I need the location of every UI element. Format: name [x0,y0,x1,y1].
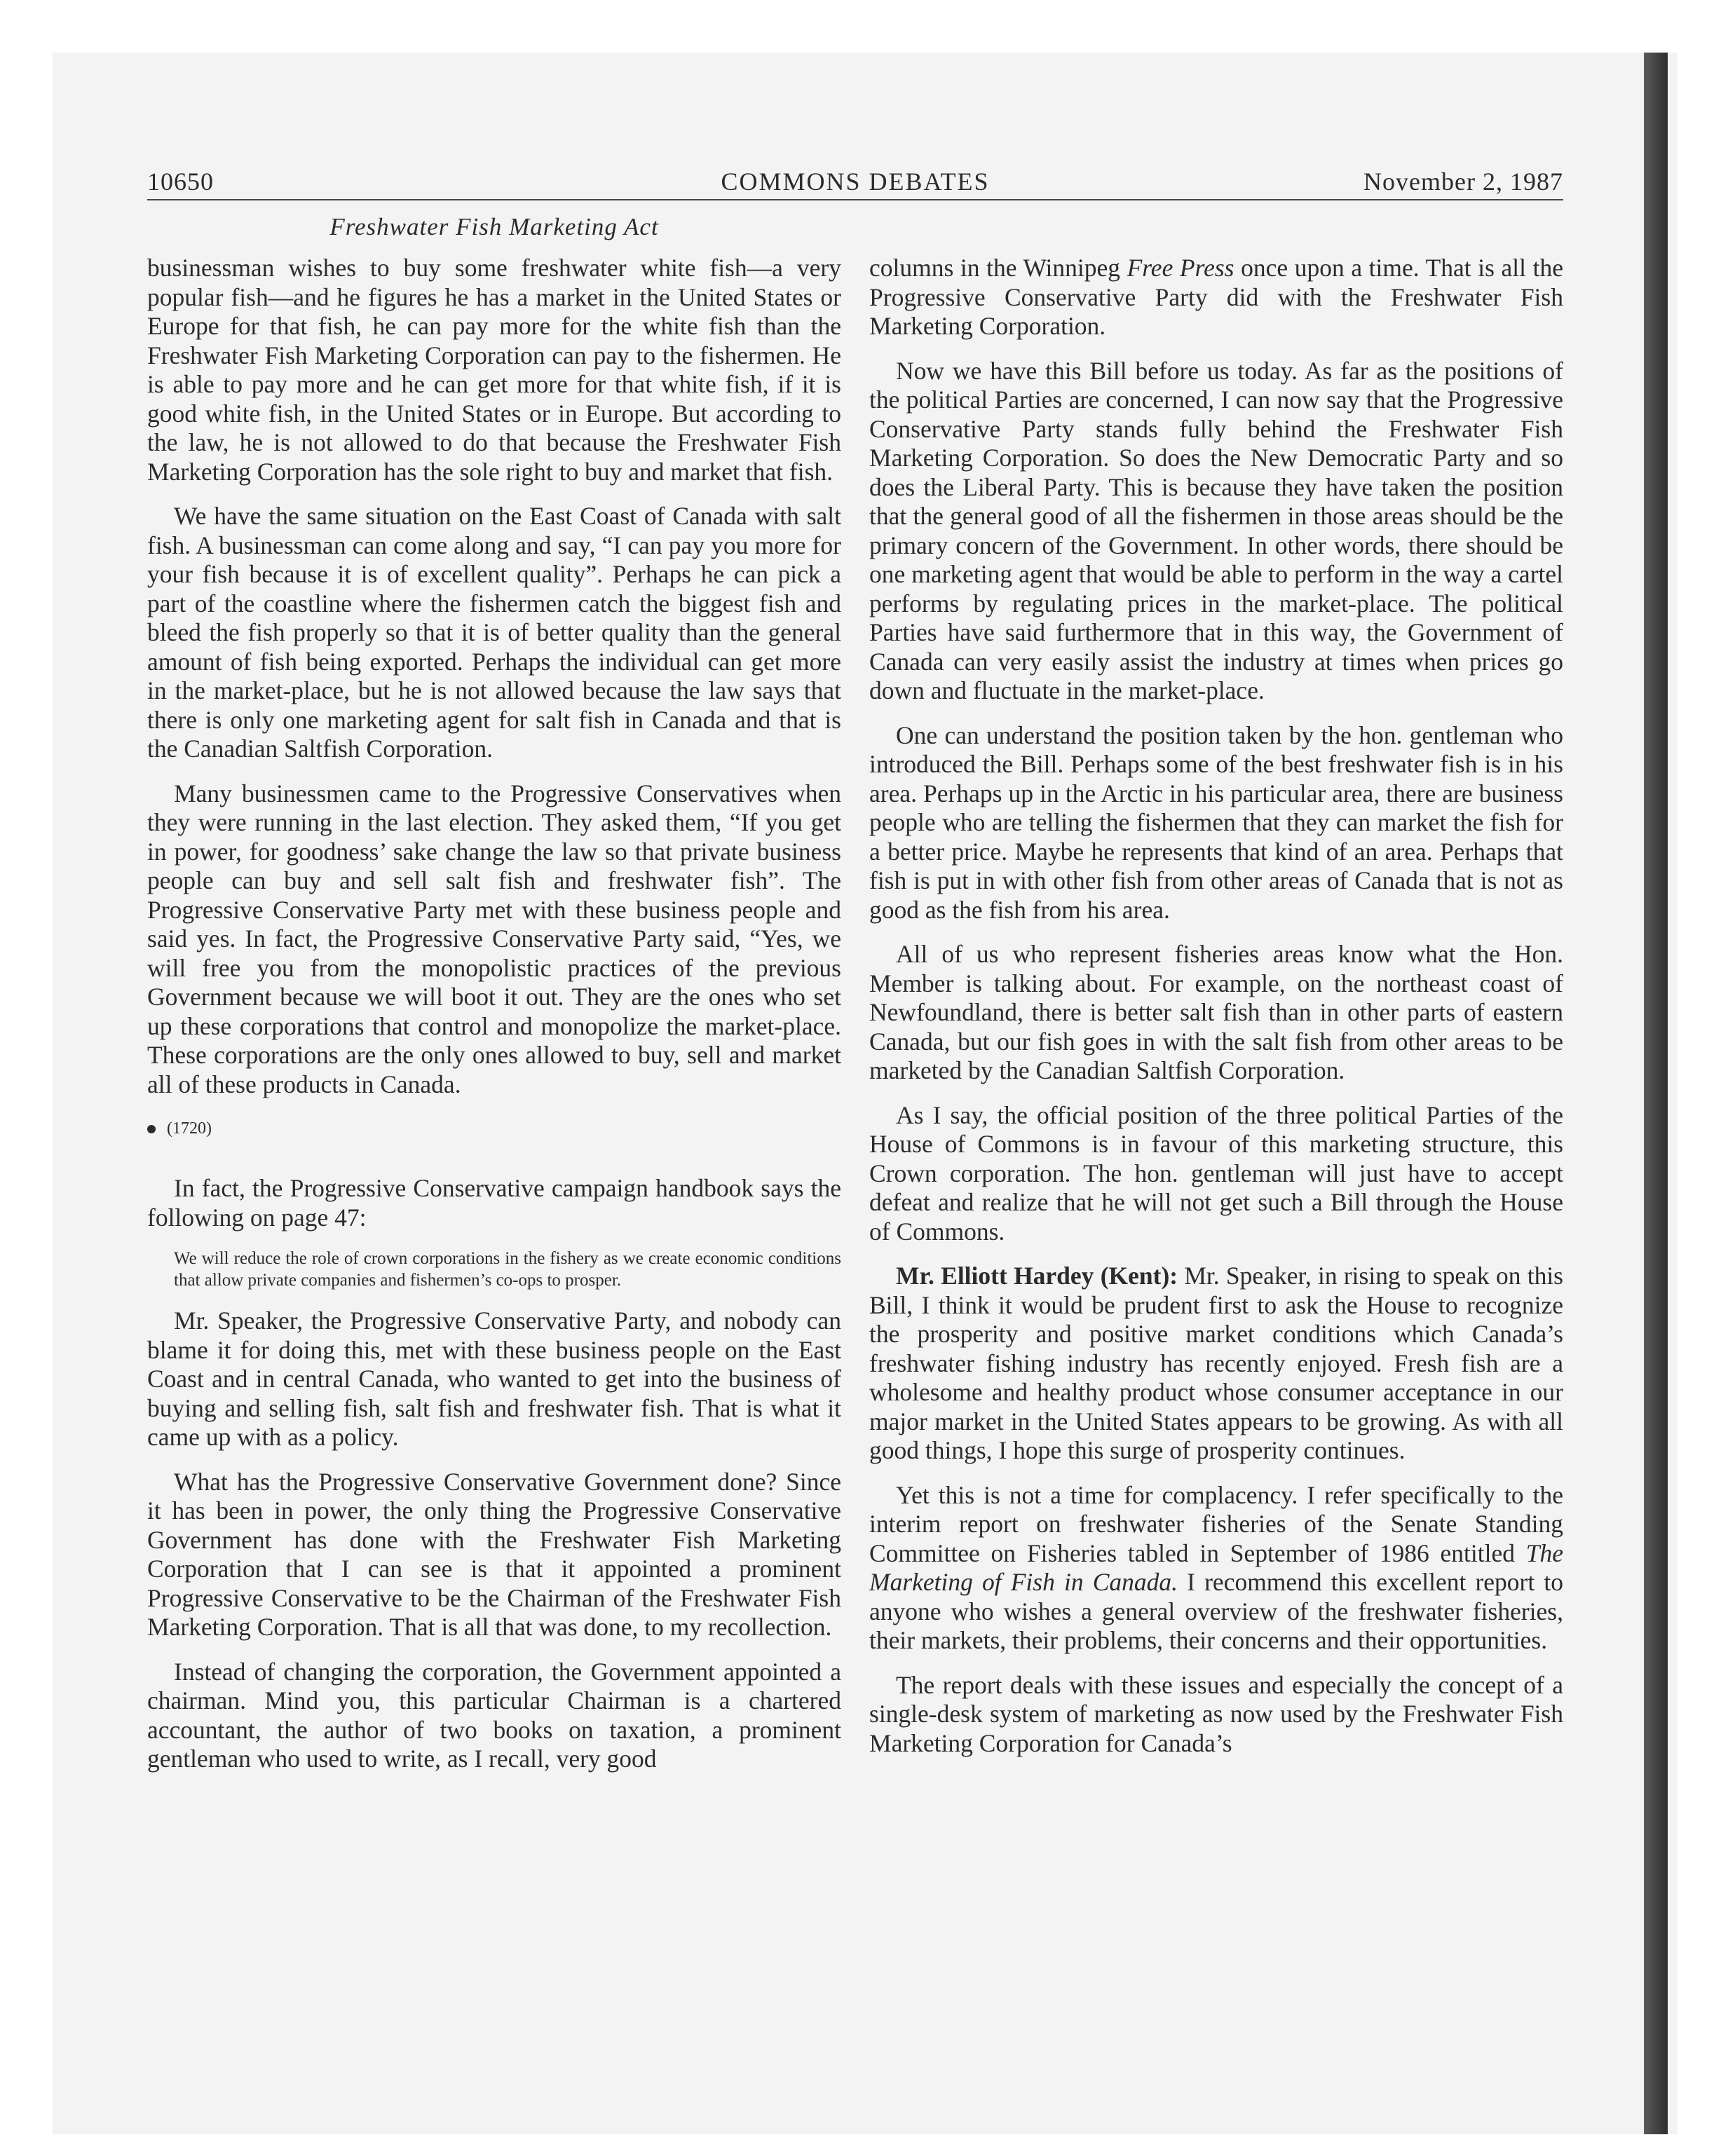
time-marker-label: (1720) [167,1119,212,1138]
paragraph [869,1481,1563,1656]
block-quote: We will reduce the role of crown corporations in the fishery as we create economic conditions that allow private companies and fishermen’s co-ops to prosper. [174,1249,841,1290]
header-rule [147,199,1563,200]
right-column [869,254,1563,1773]
paragraph: As I say, the official position of the three political Parties of the House of Commons is in favour of this marketing structure, this Crown corporation. The hon. gentleman will just have to accept defeat and realize that he will not get such a Bill through the House of Commons. [869,1100,1563,1246]
time-marker [147,1114,841,1143]
paragraph: Now we have this Bill before us today. As far as the positions of the political Parties are concerned, I can now say that the Progressive Conservative Party stands fully behind the Freshwater Fish Marketing Corporation. So does the New Democratic Party and so does the Liberal Party. This is because they have taken the position that the general good of all the fishermen in those areas should be the primary concern of the Government. In other words, there should be one marketing agent that would be able to perform in the way a cartel performs by regulating prices in the market-place. The political Parties have said furthermore that in this way, the Government of Canada can very easily assist the industry at times when prices go down and fluctuate in the market-place. [869,356,1563,704]
paragraph: Mr. Speaker, the Progressive Conservative Party, and nobody can blame it for doing this, met with these business people on the East Coast and in central Canada, who wanted to get into the business of buying and selling fish, salt fish and freshwater fish. That is what it came up with as a policy. [147,1306,841,1451]
newspaper-title: Free Press [1127,254,1234,282]
paragraph: The report deals with these issues and especially the concept of a single-desk system of marketing as now used by the Freshwater Fish Marketing Corporation for Canada’s [869,1670,1563,1757]
paragraph: One can understand the position taken by the hon. gentleman who introduced the Bill. Perhaps some of the best freshwater fish is in his area. Perhaps up in the Arctic in his particular area, there are business people who are telling the fishermen that they can market the fish for a better price. Maybe he represents that kind of an area. Perhaps that fish is put in with other fish from other areas of Canada that is not as good as the fish from his area. [869,721,1563,924]
speaker-name: Mr. Elliott Hardey (Kent): [896,1262,1178,1290]
left-column [147,254,841,1789]
paragraph: All of us who represent fisheries areas know what the Hon. Member is talking about. For example, on the northeast coast of Newfoundland, there is better salt fish than in other parts of eastern Canada, but our fish goes in with the salt fish from other areas to be marketed by the Canadian Saltfish Corporation. [869,940,1563,1084]
paragraph: We have the same situation on the East Coast of Canada with salt fish. A businessman can come along and say, “I can pay you more for your fish because it is of excellent quality”. Perhaps he can pick a part of the coastline where the fishermen catch the biggest fish and bleed the fish properly so that it is of better quality than the general amount of fish being exported. Perhaps the individual can get more in the market-place, but he is not allowed because the law says that there is only one marketing agent for salt fish in Canada and that is the Canadian Saltfish Corporation. [147,502,841,763]
paragraph: Many businessmen came to the Progressive Conservatives when they were running in the last election. They asked them, “If you get in power, for goodness’ sake change the law so that private business people can buy and sell salt fish and freshwater fish”. The Progressive Conservative Party met with these business people and said yes. In fact, the Progressive Conservative Party said, “Yes, we will free you from the monopolistic practices of the previous Government because we will boot it out. They are the ones who set up these corporations that control and monopolize the market-place. These corporations are the only ones allowed to buy, sell and market all of these products in Canada. [147,779,841,1098]
scan-edge-shadow [1644,53,1668,2134]
paragraph-text: Mr. Speaker, in rising to speak on this Bill, I think it would be prudent first to ask the House to recognize the prosperity and positive market conditions which Canada’s freshwater fishing industry has recently enjoyed. Fresh fish are a wholesome and healthy product whose consumer acceptance in our major market in the United States appears to be growing. As with all good things, I hope this surge of prosperity continues. [869,1262,1564,1464]
paragraph: In fact, the Progressive Conservative campaign handbook says the following on page 47: [147,1174,841,1231]
running-head: Freshwater Fish Marketing Act [329,213,659,240]
paragraph-text: columns in the Winnipeg [869,254,1127,282]
report-title: The Marketing of Fish in Canada. [869,1538,1563,1596]
paragraph: What has the Progressive Conservative Government done? Since it has been in power, the only thing the Progressive Conservative Government has done with the Freshwater Fish Marketing Corporation that I can see is that it appointed a prominent Progressive Conservative to be the Chairman of the Freshwater Fish Marketing Corporation. That is all that was done, to my recollection. [147,1467,841,1641]
paragraph-text: Yet this is not a time for complacency. I refer specifically to the interim report on freshwater fisheries of the Senate Standing Committee on Fisheries tabled in September of 1986 entitled [869,1480,1563,1567]
page-number: 10650 [147,168,214,196]
publication-date: November 2, 1987 [1363,168,1563,196]
paragraph [869,254,1563,341]
paragraph: businessman wishes to buy some freshwater white fish—a very popular fish—and he figures he has a market in the United States or Europe for that fish, he can pay more for the white fish than the Freshwater Fish Marketing Corporation can pay to the fishermen. He is able to pay more and he can get more for that white fish, if it is good white fish, in the United States or in Europe. But according to the law, he is not allowed to do that because the Freshwater Fish Marketing Corporation has the sole right to buy and market that fish. [147,254,841,486]
paragraph [869,1262,1563,1466]
paragraph-text: once upon a time. That is all the Progressive Conservative Party did with the Freshwater Fish Marketing Corporation. [869,254,1564,340]
paragraph: Instead of changing the corporation, the Government appointed a chairman. Mind you, this particular Chairman is a chartered accountant, the author of two books on taxation, a prominent gentleman who used to write, as I recall, very good [147,1657,841,1773]
paragraph-text: I recommend this excellent report to anyone who wishes a general overview of the freshwater fisheries, their markets, their problems, their concerns and their opportunities. [869,1568,1563,1654]
bullet-icon [147,1125,156,1133]
page-header [147,167,1563,202]
publication-title: COMMONS DEBATES [721,168,990,196]
